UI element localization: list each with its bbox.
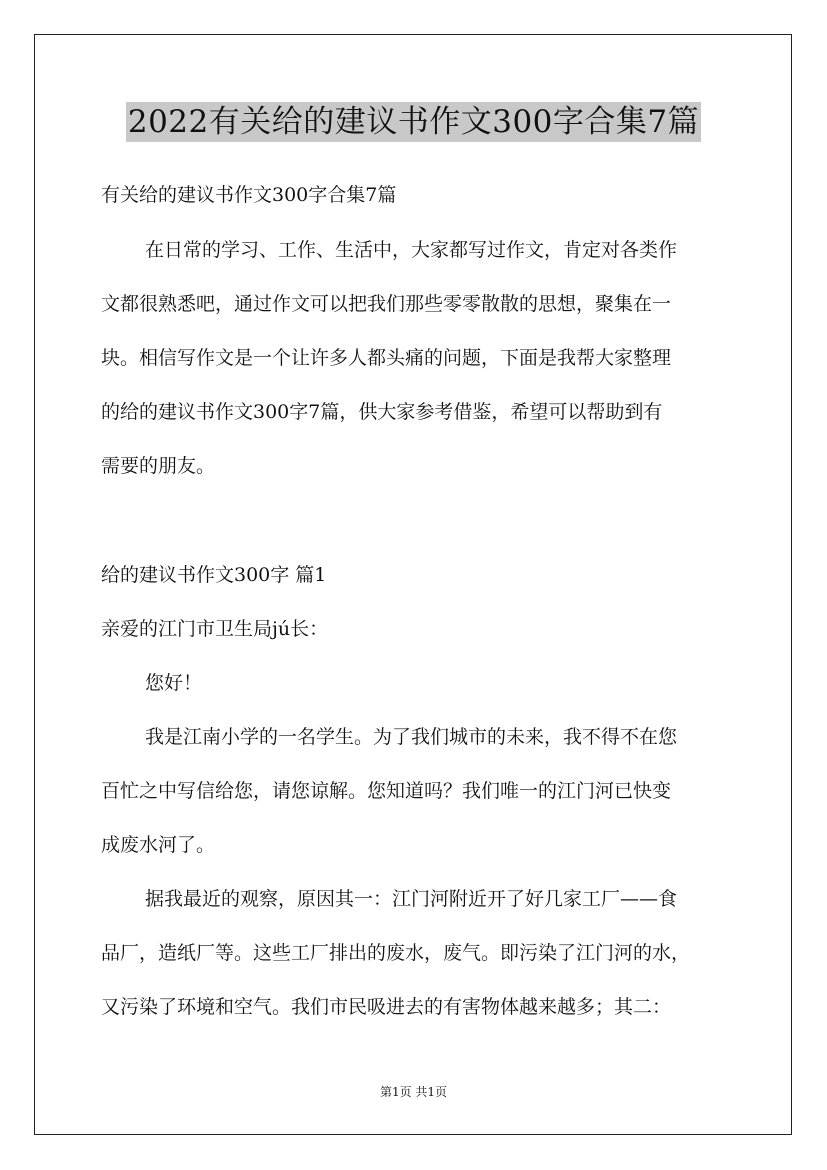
section-heading: 给的建议书作文300字 篇1: [101, 564, 327, 586]
intro-line: 块。相信写作文是一个让许多人都头痛的问题，下面是我帮大家整理: [101, 347, 672, 369]
body-line: 品厂，造纸厂等。这些工厂排出的废水，废气。即污染了江门河的水，: [101, 942, 691, 964]
body-line: 百忙之中写信给您，请您谅解。您知道吗？我们唯一的江门河已快变: [101, 780, 672, 802]
greeting: 您好！: [145, 672, 203, 694]
intro-line: 文都很熟悉吧，通过作文可以把我们那些零零散散的思想，聚集在一: [101, 293, 672, 315]
body-line: 又污染了环境和空气。我们市民吸进去的有害物体越来越多；其二：: [101, 996, 672, 1018]
intro-line: 在日常的学习、工作、生活中，大家都写过作文，肯定对各类作: [145, 239, 678, 261]
salutation: 亲爱的江门市卫生局jú长：: [101, 618, 329, 640]
body-line: 据我最近的观察，原因其一：江门河附近开了好几家工厂——食: [145, 888, 678, 910]
body-line: 我是江南小学的一名学生。为了我们城市的未来，我不得不在您: [145, 726, 678, 748]
intro-line: 需要的朋友。: [101, 455, 216, 477]
body-line: 成废水河了。: [101, 834, 216, 856]
page-footer: 第1页 共1页: [379, 1085, 448, 1099]
document-title: 2022有关给的建议书作文300字合集7篇: [127, 104, 700, 140]
title-container: [0, 102, 827, 142]
intro-line: 的给的建议书作文300字7篇，供大家参考借鉴，希望可以帮助到有: [101, 401, 663, 423]
document-subtitle: 有关给的建议书作文300字合集7篇: [101, 184, 397, 206]
